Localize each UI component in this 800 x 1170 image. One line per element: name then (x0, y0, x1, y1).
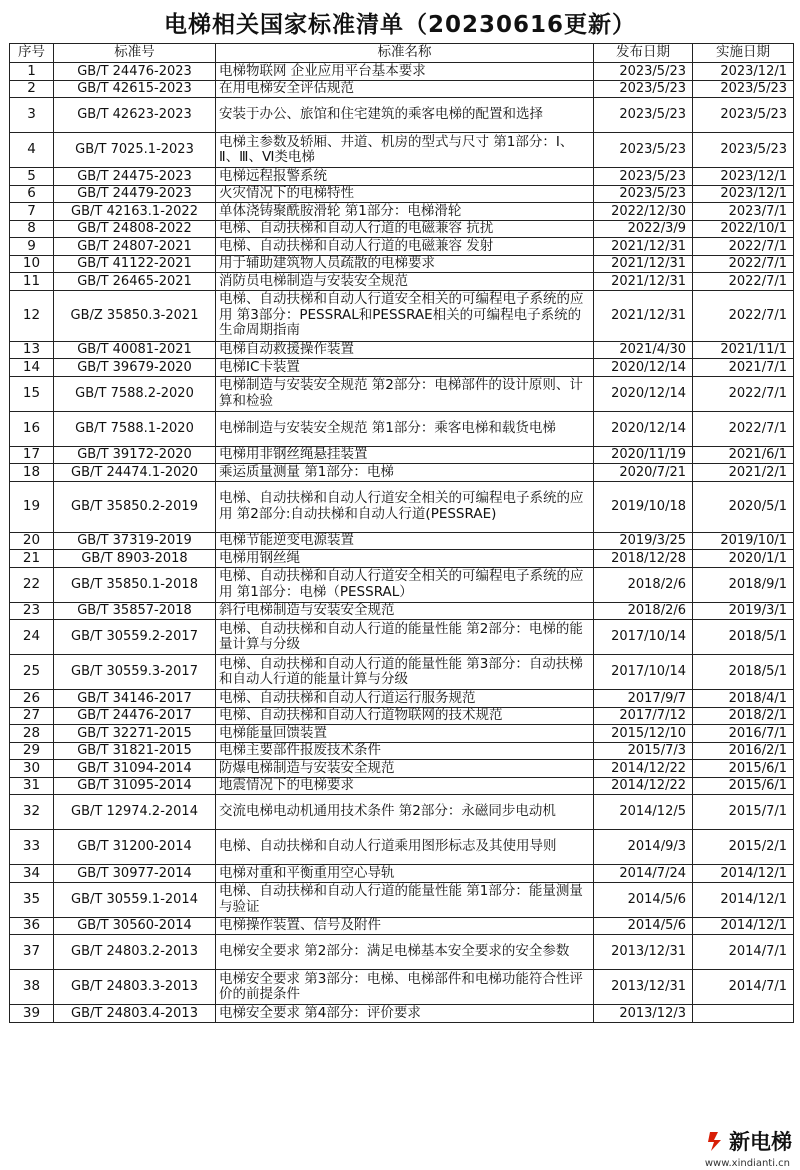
table-row (10, 882, 794, 917)
cell-name: 电梯主要部件报废技术条件 (216, 742, 594, 760)
cell-imp-date: 2014/7/1 (693, 935, 794, 970)
table-row (10, 777, 794, 795)
cell-code: GB/T 42615-2023 (54, 80, 216, 98)
cell-pub-date: 2015/12/10 (594, 725, 693, 743)
cell-name: 电梯、自动扶梯和自动人行道物联网的技术规范 (216, 707, 594, 725)
cell-code: GB/T 35850.1-2018 (54, 567, 216, 602)
cell-imp-date: 2021/11/1 (693, 341, 794, 359)
header-imp-date: 实施日期 (693, 44, 794, 63)
table-row (10, 917, 794, 935)
table-header-row (10, 44, 794, 63)
cell-name: 电梯、自动扶梯和自动人行道的电磁兼容 抗扰 (216, 220, 594, 238)
table-row (10, 725, 794, 743)
cell-no: 16 (10, 411, 54, 446)
cell-no: 7 (10, 203, 54, 221)
cell-code: GB/T 31200-2014 (54, 830, 216, 865)
cell-code: GB/T 41122-2021 (54, 255, 216, 273)
cell-imp-date: 2019/10/1 (693, 532, 794, 550)
watermark-brand: 新电梯 (729, 1130, 792, 1154)
cell-imp-date: 2018/5/1 (693, 655, 794, 690)
cell-name: 电梯节能逆变电源装置 (216, 532, 594, 550)
cell-imp-date: 2014/12/1 (693, 882, 794, 917)
cell-name: 电梯、自动扶梯和自动人行道的能量性能 第1部分：能量测量与验证 (216, 882, 594, 917)
cell-no: 32 (10, 795, 54, 830)
cell-name: 电梯远程报警系统 (216, 168, 594, 186)
cell-imp-date: 2023/5/23 (693, 133, 794, 168)
standards-table (9, 43, 794, 1023)
cell-pub-date: 2013/12/3 (594, 1005, 693, 1023)
table-row (10, 795, 794, 830)
cell-imp-date: 2020/5/1 (693, 481, 794, 532)
cell-code: GB/T 35850.2-2019 (54, 481, 216, 532)
header-name: 标准名称 (216, 44, 594, 63)
cell-name: 电梯制造与安装安全规范 第2部分：电梯部件的设计原则、计算和检验 (216, 376, 594, 411)
cell-imp-date: 2023/5/23 (693, 80, 794, 98)
header-code: 标准号 (54, 44, 216, 63)
cell-imp-date: 2023/12/1 (693, 185, 794, 203)
cell-no: 21 (10, 550, 54, 568)
cell-imp-date: 2016/7/1 (693, 725, 794, 743)
table-row (10, 376, 794, 411)
cell-name: 交流电梯电动机通用技术条件 第2部分：永磁同步电动机 (216, 795, 594, 830)
table-row (10, 238, 794, 256)
table-row (10, 63, 794, 81)
table-row (10, 760, 794, 778)
table-row (10, 203, 794, 221)
cell-pub-date: 2021/4/30 (594, 341, 693, 359)
cell-name: 电梯安全要求 第2部分：满足电梯基本安全要求的安全参数 (216, 935, 594, 970)
cell-code: GB/T 31821-2015 (54, 742, 216, 760)
cell-pub-date: 2018/12/28 (594, 550, 693, 568)
cell-no: 4 (10, 133, 54, 168)
cell-name: 防爆电梯制造与安装安全规范 (216, 760, 594, 778)
table-row (10, 620, 794, 655)
cell-code: GB/T 12974.2-2014 (54, 795, 216, 830)
cell-imp-date: 2018/9/1 (693, 567, 794, 602)
cell-no: 25 (10, 655, 54, 690)
cell-no: 35 (10, 882, 54, 917)
cell-imp-date: 2022/7/1 (693, 273, 794, 291)
table-row (10, 168, 794, 186)
table-row (10, 865, 794, 883)
cell-no: 15 (10, 376, 54, 411)
cell-pub-date: 2017/10/14 (594, 620, 693, 655)
cell-name: 单体浇铸聚酰胺滑轮 第1部分：电梯滑轮 (216, 203, 594, 221)
cell-no: 30 (10, 760, 54, 778)
cell-pub-date: 2013/12/31 (594, 935, 693, 970)
cell-imp-date: 2015/6/1 (693, 777, 794, 795)
table-row (10, 255, 794, 273)
cell-name: 电梯用钢丝绳 (216, 550, 594, 568)
cell-pub-date: 2021/12/31 (594, 238, 693, 256)
cell-pub-date: 2017/10/14 (594, 655, 693, 690)
cell-no: 29 (10, 742, 54, 760)
cell-code: GB/T 24803.3-2013 (54, 970, 216, 1005)
cell-no: 37 (10, 935, 54, 970)
cell-no: 5 (10, 168, 54, 186)
table-row (10, 602, 794, 620)
cell-pub-date: 2022/12/30 (594, 203, 693, 221)
cell-no: 31 (10, 777, 54, 795)
cell-name: 电梯、自动扶梯和自动人行道安全相关的可编程电子系统的应用 第2部分:自动扶梯和自动人行道(PESSRAE) (216, 481, 594, 532)
table-row (10, 830, 794, 865)
cell-no: 22 (10, 567, 54, 602)
cell-code: GB/T 24474.1-2020 (54, 464, 216, 482)
cell-imp-date: 2014/12/1 (693, 865, 794, 883)
cell-name: 电梯自动救援操作装置 (216, 341, 594, 359)
cell-imp-date: 2016/2/1 (693, 742, 794, 760)
page-title: 电梯相关国家标准清单（20230616更新） (163, 12, 637, 38)
cell-code: GB/T 31094-2014 (54, 760, 216, 778)
cell-pub-date: 2021/12/31 (594, 273, 693, 291)
cell-no: 26 (10, 690, 54, 708)
cell-name: 用于辅助建筑物人员疏散的电梯要求 (216, 255, 594, 273)
cell-name: 在用电梯安全评估规范 (216, 80, 594, 98)
cell-pub-date: 2014/5/6 (594, 917, 693, 935)
table-row (10, 481, 794, 532)
cell-code: GB/T 24803.2-2013 (54, 935, 216, 970)
cell-code: GB/T 30559.3-2017 (54, 655, 216, 690)
cell-no: 24 (10, 620, 54, 655)
cell-imp-date: 2023/5/23 (693, 98, 794, 133)
cell-code: GB/T 24479-2023 (54, 185, 216, 203)
cell-code: GB/Z 35850.3-2021 (54, 290, 216, 341)
table-row (10, 707, 794, 725)
cell-code: GB/T 24807-2021 (54, 238, 216, 256)
cell-name: 乘运质量测量 第1部分：电梯 (216, 464, 594, 482)
cell-imp-date: 2023/12/1 (693, 63, 794, 81)
cell-no: 38 (10, 970, 54, 1005)
cell-pub-date: 2023/5/23 (594, 80, 693, 98)
cell-name: 电梯能量回馈装置 (216, 725, 594, 743)
cell-pub-date: 2018/2/6 (594, 567, 693, 602)
cell-imp-date: 2023/12/1 (693, 168, 794, 186)
cell-code: GB/T 30559.1-2014 (54, 882, 216, 917)
cell-imp-date: 2023/7/1 (693, 203, 794, 221)
cell-pub-date: 2014/7/24 (594, 865, 693, 883)
cell-name: 电梯制造与安装安全规范 第1部分：乘客电梯和载货电梯 (216, 411, 594, 446)
cell-no: 23 (10, 602, 54, 620)
cell-code: GB/T 32271-2015 (54, 725, 216, 743)
cell-imp-date: 2021/2/1 (693, 464, 794, 482)
table-row (10, 359, 794, 377)
cell-pub-date: 2020/12/14 (594, 359, 693, 377)
cell-code: GB/T 42163.1-2022 (54, 203, 216, 221)
cell-pub-date: 2023/5/23 (594, 168, 693, 186)
cell-no: 14 (10, 359, 54, 377)
cell-pub-date: 2020/7/21 (594, 464, 693, 482)
table-row (10, 532, 794, 550)
cell-pub-date: 2014/12/22 (594, 777, 693, 795)
cell-no: 12 (10, 290, 54, 341)
table-row (10, 655, 794, 690)
cell-code: GB/T 31095-2014 (54, 777, 216, 795)
cell-code: GB/T 24476-2017 (54, 707, 216, 725)
cell-pub-date: 2022/3/9 (594, 220, 693, 238)
cell-imp-date: 2020/1/1 (693, 550, 794, 568)
watermark-url: www.xindianti.cn (704, 1158, 790, 1169)
cell-name: 火灾情况下的电梯特性 (216, 185, 594, 203)
cell-pub-date: 2014/9/3 (594, 830, 693, 865)
cell-no: 27 (10, 707, 54, 725)
cell-imp-date: 2018/5/1 (693, 620, 794, 655)
table-row (10, 567, 794, 602)
cell-imp-date: 2018/2/1 (693, 707, 794, 725)
cell-code: GB/T 30559.2-2017 (54, 620, 216, 655)
cell-name: 安装于办公、旅馆和住宅建筑的乘客电梯的配置和选择 (216, 98, 594, 133)
cell-imp-date: 2018/4/1 (693, 690, 794, 708)
table-body (10, 63, 794, 1023)
cell-name: 电梯、自动扶梯和自动人行道的电磁兼容 发射 (216, 238, 594, 256)
cell-no: 34 (10, 865, 54, 883)
header-no: 序号 (10, 44, 54, 63)
cell-code: GB/T 30977-2014 (54, 865, 216, 883)
cell-pub-date: 2023/5/23 (594, 133, 693, 168)
table-row (10, 341, 794, 359)
cell-pub-date: 2014/12/22 (594, 760, 693, 778)
cell-no: 2 (10, 80, 54, 98)
cell-name: 电梯、自动扶梯和自动人行道的能量性能 第2部分：电梯的能量计算与分级 (216, 620, 594, 655)
cell-no: 33 (10, 830, 54, 865)
cell-code: GB/T 34146-2017 (54, 690, 216, 708)
cell-name: 电梯、自动扶梯和自动人行道乘用图形标志及其使用导则 (216, 830, 594, 865)
cell-name: 电梯、自动扶梯和自动人行道的能量性能 第3部分：自动扶梯和自动人行道的能量计算与分级 (216, 655, 594, 690)
table-row (10, 935, 794, 970)
cell-imp-date (693, 1005, 794, 1023)
cell-code: GB/T 37319-2019 (54, 532, 216, 550)
table-row (10, 80, 794, 98)
cell-code: GB/T 7588.2-2020 (54, 376, 216, 411)
cell-imp-date: 2015/2/1 (693, 830, 794, 865)
cell-name: 电梯、自动扶梯和自动人行道运行服务规范 (216, 690, 594, 708)
table-row (10, 411, 794, 446)
cell-no: 11 (10, 273, 54, 291)
cell-name: 地震情况下的电梯要求 (216, 777, 594, 795)
cell-imp-date: 2022/7/1 (693, 411, 794, 446)
table-row (10, 290, 794, 341)
cell-code: GB/T 39679-2020 (54, 359, 216, 377)
cell-no: 1 (10, 63, 54, 81)
cell-code: GB/T 24808-2022 (54, 220, 216, 238)
cell-pub-date: 2018/2/6 (594, 602, 693, 620)
table-row (10, 690, 794, 708)
cell-imp-date: 2022/7/1 (693, 255, 794, 273)
cell-pub-date: 2019/3/25 (594, 532, 693, 550)
cell-imp-date: 2014/12/1 (693, 917, 794, 935)
cell-imp-date: 2021/6/1 (693, 446, 794, 464)
table-row (10, 1005, 794, 1023)
cell-name: 电梯物联网 企业应用平台基本要求 (216, 63, 594, 81)
cell-code: GB/T 7588.1-2020 (54, 411, 216, 446)
cell-no: 9 (10, 238, 54, 256)
cell-pub-date: 2019/10/18 (594, 481, 693, 532)
cell-code: GB/T 8903-2018 (54, 550, 216, 568)
cell-pub-date: 2023/5/23 (594, 63, 693, 81)
cell-no: 19 (10, 481, 54, 532)
table-row (10, 133, 794, 168)
table-row (10, 185, 794, 203)
cell-name: 电梯安全要求 第3部分：电梯、电梯部件和电梯功能符合性评价的前提条件 (216, 970, 594, 1005)
table-row (10, 220, 794, 238)
cell-pub-date: 2020/12/14 (594, 376, 693, 411)
table-row (10, 970, 794, 1005)
cell-pub-date: 2014/12/5 (594, 795, 693, 830)
table-row (10, 464, 794, 482)
cell-no: 17 (10, 446, 54, 464)
watermark (706, 1126, 792, 1156)
table-row (10, 273, 794, 291)
header-pub-date: 发布日期 (594, 44, 693, 63)
cell-code: GB/T 39172-2020 (54, 446, 216, 464)
cell-name: 电梯用非钢丝绳悬挂装置 (216, 446, 594, 464)
cell-no: 6 (10, 185, 54, 203)
cell-code: GB/T 24803.4-2013 (54, 1005, 216, 1023)
cell-code: GB/T 7025.1-2023 (54, 133, 216, 168)
xindianti-logo-icon (706, 1130, 726, 1152)
cell-name: 斜行电梯制造与安装安全规范 (216, 602, 594, 620)
cell-imp-date: 2015/6/1 (693, 760, 794, 778)
cell-name: 电梯对重和平衡重用空心导轨 (216, 865, 594, 883)
cell-imp-date: 2021/7/1 (693, 359, 794, 377)
table-row (10, 446, 794, 464)
cell-pub-date: 2021/12/31 (594, 255, 693, 273)
cell-code: GB/T 40081-2021 (54, 341, 216, 359)
cell-no: 8 (10, 220, 54, 238)
cell-name: 消防员电梯制造与安装安全规范 (216, 273, 594, 291)
cell-name: 电梯、自动扶梯和自动人行道安全相关的可编程电子系统的应用 第3部分：PESSRAL和PESSRAE相关的可编程电子系统的生命周期指南 (216, 290, 594, 341)
cell-pub-date: 2020/12/14 (594, 411, 693, 446)
table-row (10, 742, 794, 760)
cell-pub-date: 2017/7/12 (594, 707, 693, 725)
cell-pub-date: 2014/5/6 (594, 882, 693, 917)
cell-no: 28 (10, 725, 54, 743)
cell-code: GB/T 24476-2023 (54, 63, 216, 81)
cell-pub-date: 2023/5/23 (594, 98, 693, 133)
cell-no: 18 (10, 464, 54, 482)
cell-imp-date: 2014/7/1 (693, 970, 794, 1005)
cell-name: 电梯主参数及轿厢、井道、机房的型式与尺寸 第1部分：Ⅰ、Ⅱ、Ⅲ、Ⅵ类电梯 (216, 133, 594, 168)
cell-no: 10 (10, 255, 54, 273)
cell-pub-date: 2017/9/7 (594, 690, 693, 708)
cell-pub-date: 2021/12/31 (594, 290, 693, 341)
cell-code: GB/T 30560-2014 (54, 917, 216, 935)
table-row (10, 550, 794, 568)
cell-no: 20 (10, 532, 54, 550)
cell-imp-date: 2022/7/1 (693, 290, 794, 341)
cell-no: 39 (10, 1005, 54, 1023)
cell-pub-date: 2020/11/19 (594, 446, 693, 464)
cell-code: GB/T 42623-2023 (54, 98, 216, 133)
cell-imp-date: 2019/3/1 (693, 602, 794, 620)
cell-no: 13 (10, 341, 54, 359)
table-row (10, 98, 794, 133)
cell-pub-date: 2015/7/3 (594, 742, 693, 760)
cell-name: 电梯操作装置、信号及附件 (216, 917, 594, 935)
cell-imp-date: 2022/10/1 (693, 220, 794, 238)
cell-code: GB/T 26465-2021 (54, 273, 216, 291)
cell-name: 电梯安全要求 第4部分：评价要求 (216, 1005, 594, 1023)
cell-name: 电梯IC卡装置 (216, 359, 594, 377)
cell-pub-date: 2023/5/23 (594, 185, 693, 203)
cell-name: 电梯、自动扶梯和自动人行道安全相关的可编程电子系统的应用 第1部分：电梯（PESSRAL） (216, 567, 594, 602)
cell-imp-date: 2022/7/1 (693, 376, 794, 411)
cell-no: 3 (10, 98, 54, 133)
cell-no: 36 (10, 917, 54, 935)
cell-code: GB/T 35857-2018 (54, 602, 216, 620)
cell-imp-date: 2015/7/1 (693, 795, 794, 830)
cell-imp-date: 2022/7/1 (693, 238, 794, 256)
cell-code: GB/T 24475-2023 (54, 168, 216, 186)
cell-pub-date: 2013/12/31 (594, 970, 693, 1005)
